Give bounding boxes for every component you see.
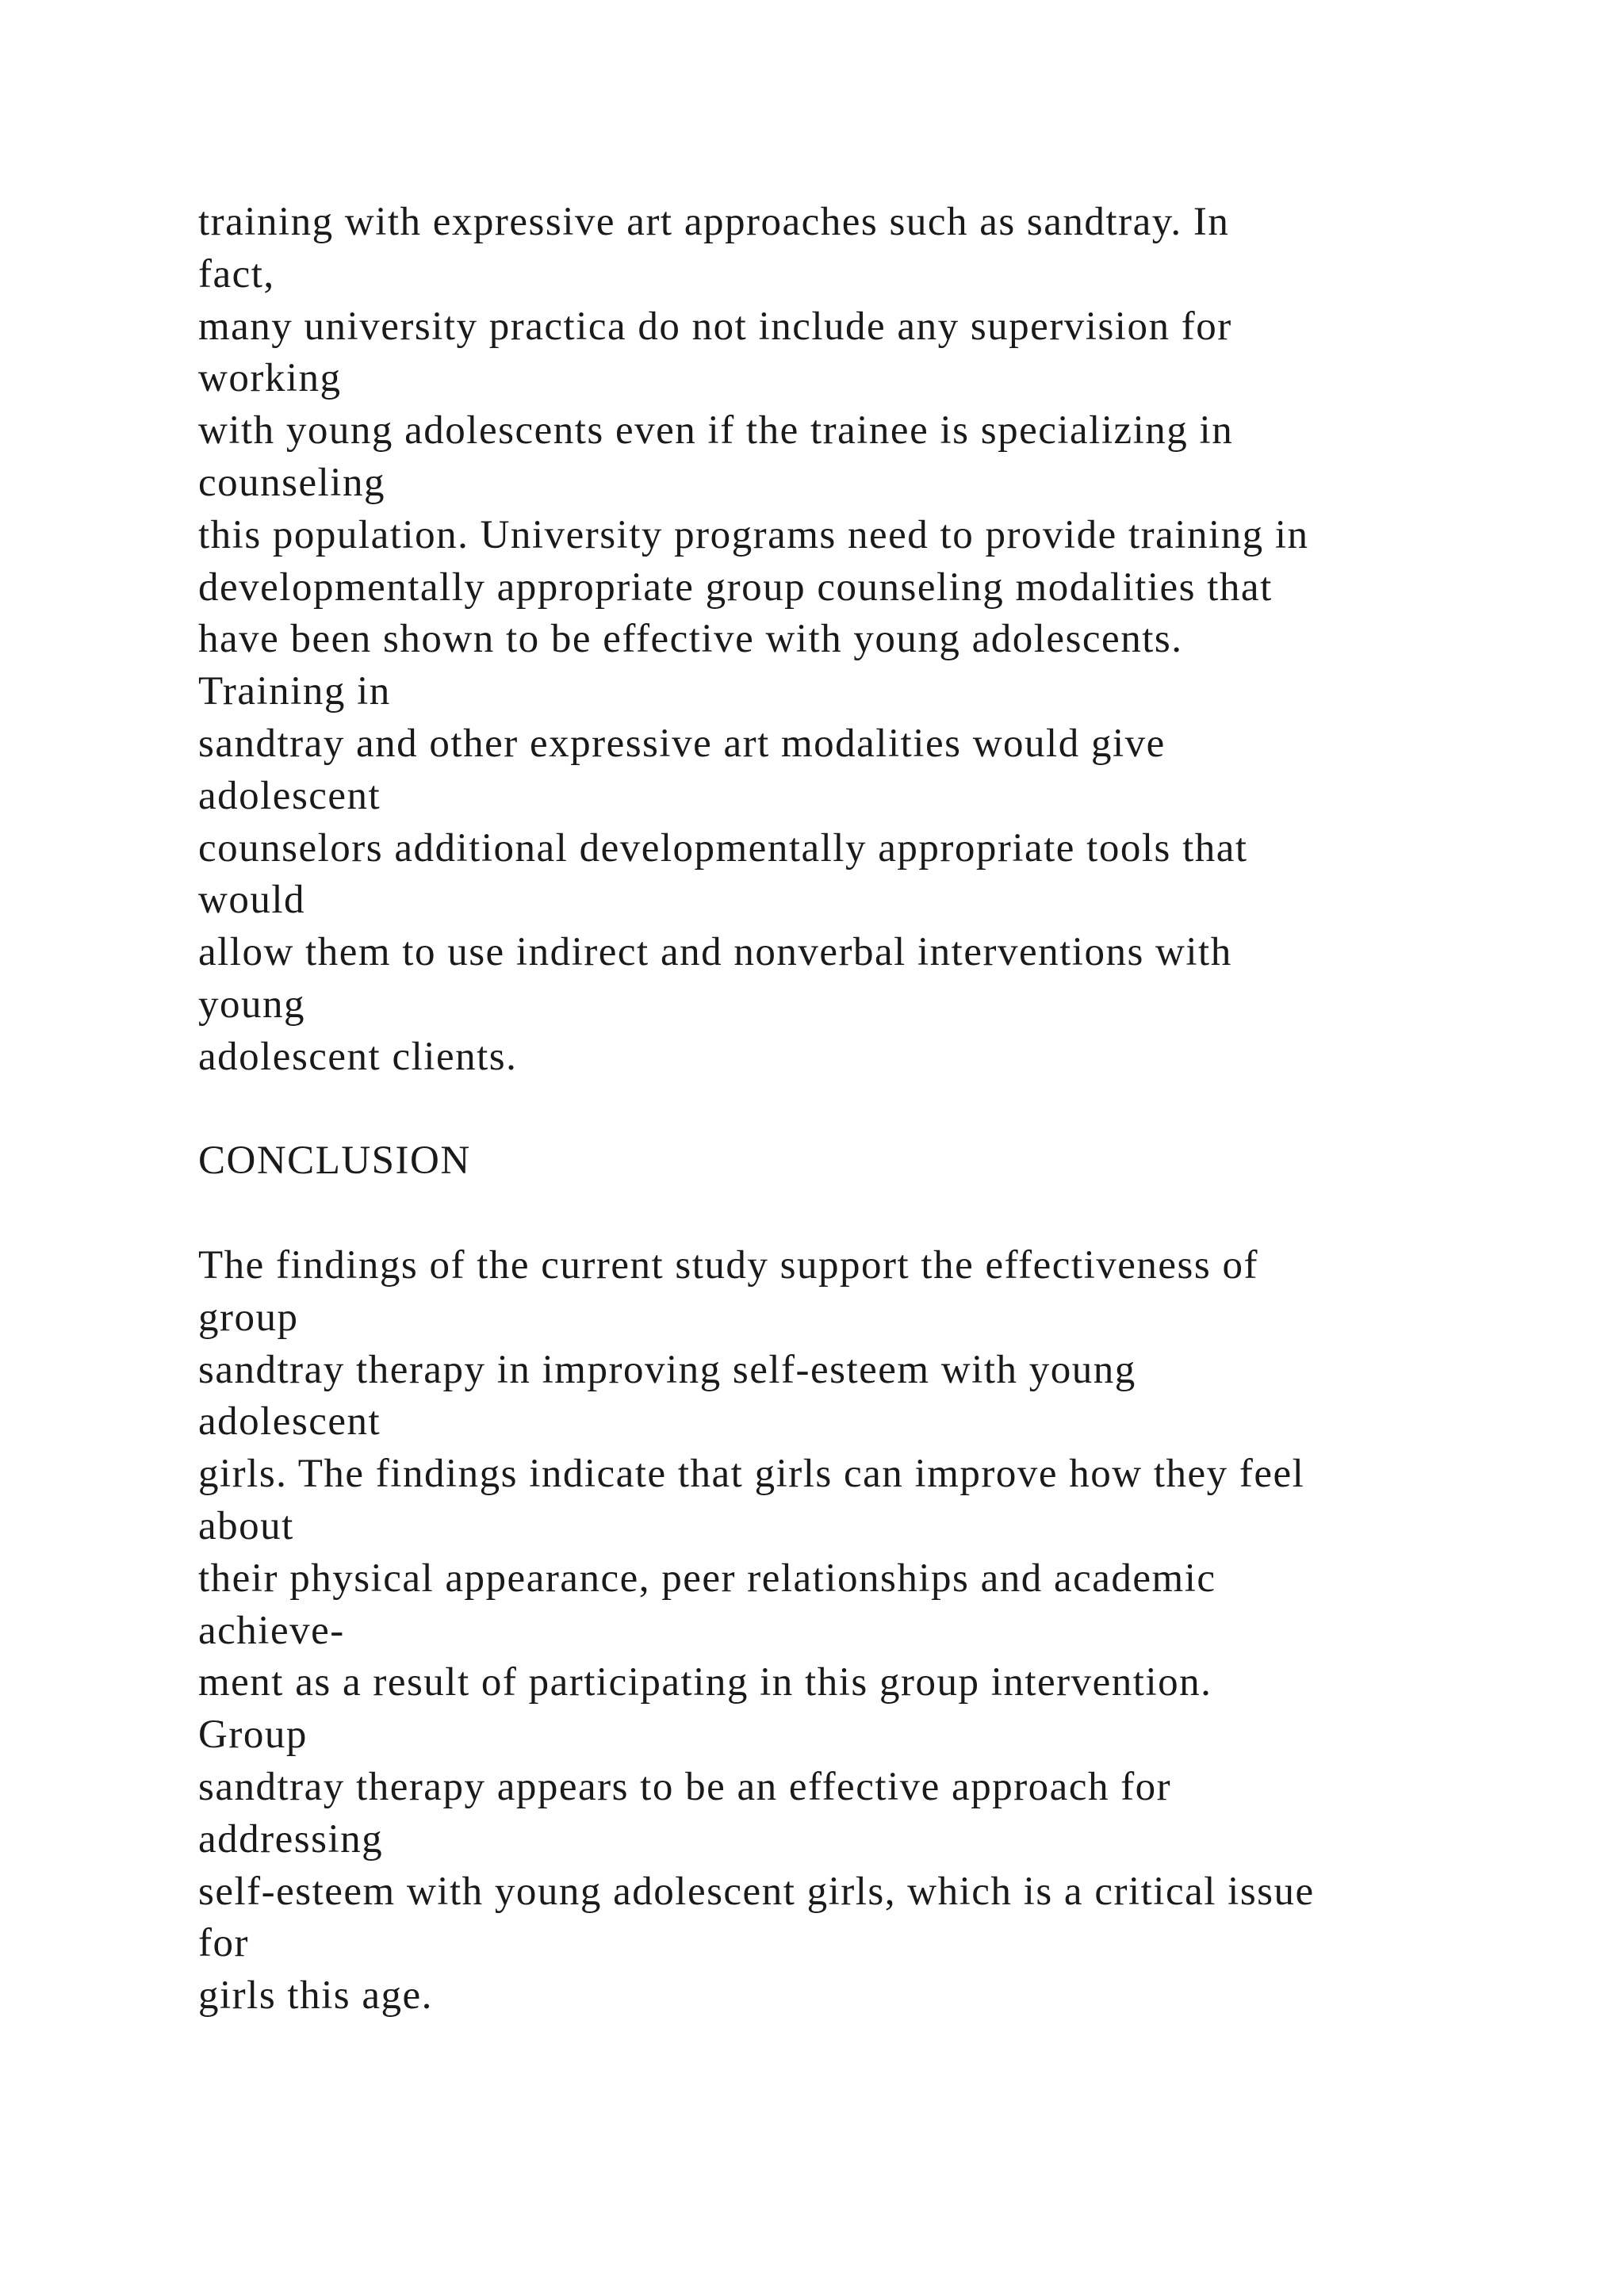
text-line: Group [198, 1712, 308, 1758]
text-line: fact, [198, 251, 275, 297]
text-line: group [198, 1295, 299, 1340]
text-line: this population. University programs need to provide training in [198, 512, 1309, 557]
text-line: girls this age. [198, 1973, 433, 2019]
text-line: sandtray therapy in improving self-esteem with young [198, 1347, 1136, 1392]
text-line: counselors additional developmentally appropriate tools that [198, 825, 1248, 871]
text-line: would [198, 878, 305, 923]
text-line: many university practica do not include any supervision for [198, 304, 1232, 349]
text-line: Training in [198, 669, 391, 714]
text-line: training with expressive art approaches such as sandtray. In [198, 200, 1230, 244]
text-line: have been shown to be effective with young adolescents. [198, 617, 1183, 662]
text-line: The findings of the current study support the effectiveness of [198, 1242, 1258, 1288]
text-line: addressing [198, 1816, 384, 1862]
section-heading: CONCLUSION [198, 1138, 471, 1184]
text-line: adolescent [198, 773, 381, 818]
text-line: achieve- [198, 1608, 345, 1653]
paragraph-discussion [198, 197, 1546, 1084]
text-line: for [198, 1921, 249, 1966]
text-line: girls. The findings indicate that girls can improve how they feel [198, 1452, 1305, 1497]
text-line: developmentally appropriate group counseling modalities that [198, 564, 1273, 610]
text-line: about [198, 1503, 294, 1548]
text-line: with young adolescents even if the trainee is specializing in [198, 408, 1234, 453]
text-line: counseling [198, 460, 385, 505]
text-line: ment as a result of participating in this group intervention. [198, 1660, 1212, 1705]
text-line: sandtray and other expressive art modalities would give [198, 721, 1166, 766]
paragraph-spacer [198, 1188, 1546, 1240]
paragraph-conclusion [198, 1240, 1546, 2022]
text-line: working [198, 356, 342, 401]
document-body [198, 197, 1546, 2022]
paragraph-spacer [198, 1084, 1546, 1136]
text-line: adolescent [198, 1399, 381, 1445]
text-line: allow them to use indirect and nonverbal interventions with [198, 930, 1232, 975]
text-line: self-esteem with young adolescent girls, which is a critical issue [198, 1869, 1315, 1914]
text-line: young [198, 982, 305, 1027]
text-line: their physical appearance, peer relationships and academic [198, 1556, 1216, 1601]
text-line: adolescent clients. [198, 1034, 518, 1079]
text-line: sandtray therapy appears to be an effective approach for [198, 1764, 1172, 1809]
